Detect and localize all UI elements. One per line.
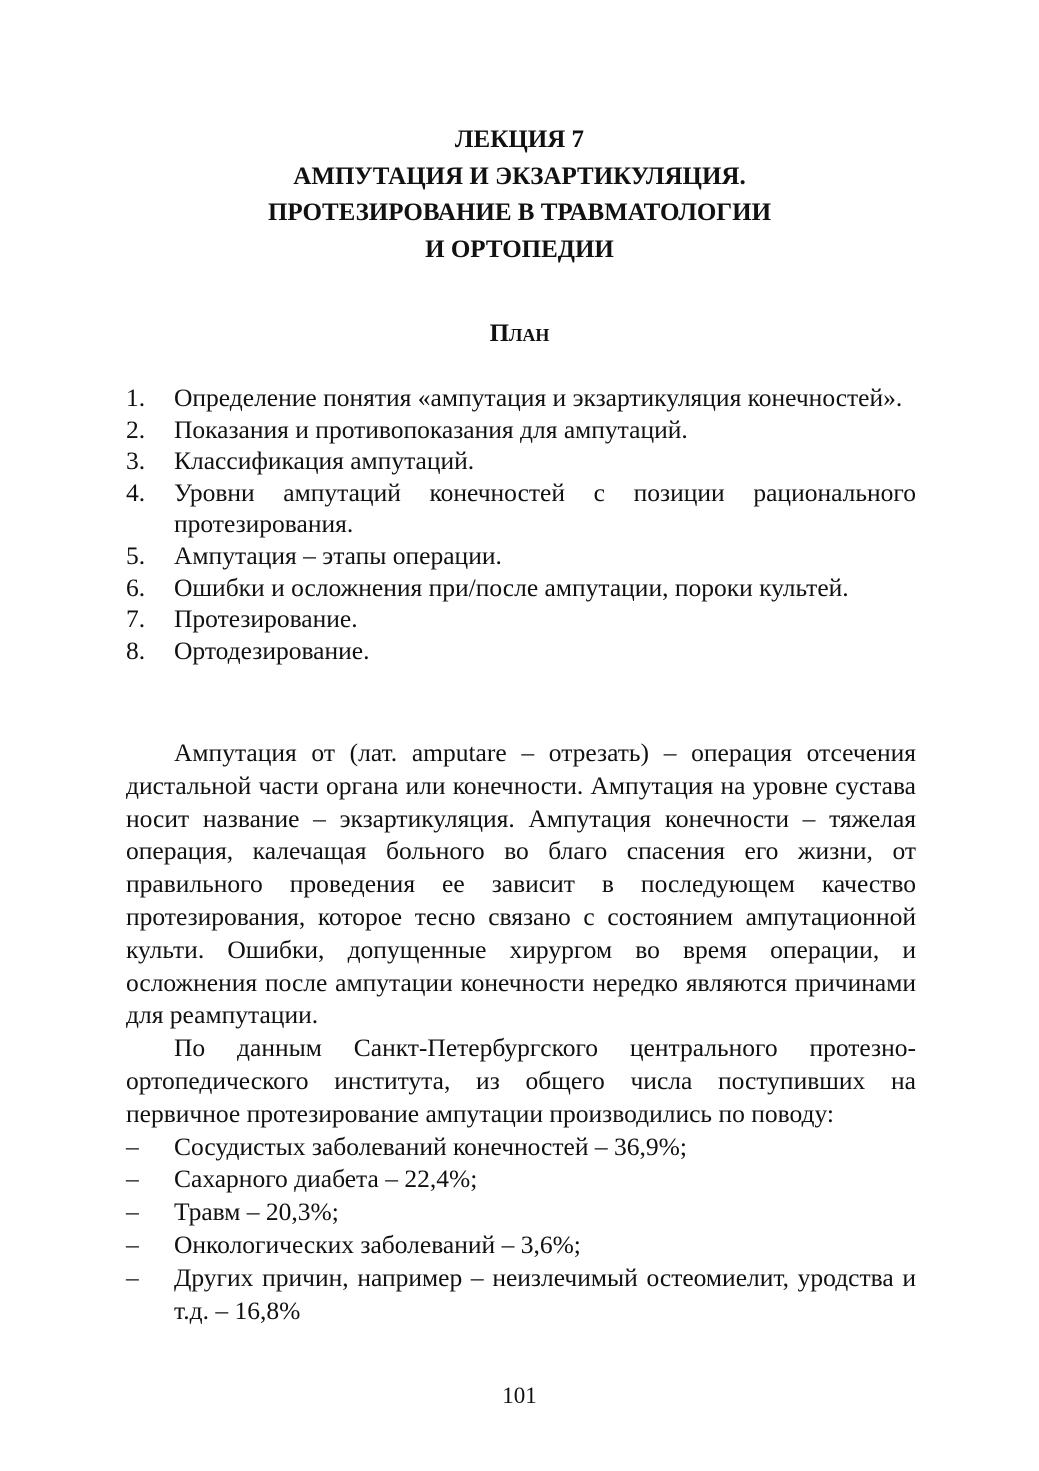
plan-item	[126, 382, 916, 414]
cause-item	[126, 1229, 916, 1262]
page-number: 101	[502, 1383, 537, 1408]
cause-text: Сахарного диабета – 22,4%;	[174, 1164, 478, 1194]
plan-item-number: 8.	[126, 635, 146, 665]
plan-item	[126, 572, 916, 604]
cause-text: Травм – 20,3%;	[174, 1197, 339, 1227]
dash-marker: –	[126, 1197, 139, 1227]
plan-item-number: 2.	[126, 414, 146, 444]
plan-item	[126, 445, 916, 477]
plan-item	[126, 635, 916, 667]
body-text	[126, 737, 916, 1327]
plan-item	[126, 603, 916, 635]
plan-item-number: 3.	[126, 446, 146, 476]
cause-text: Других причин, например – неизлечимый остеомиелит, уродства и т.д. – 16,8%	[174, 1262, 916, 1325]
dash-marker: –	[126, 1262, 139, 1292]
cause-item	[126, 1163, 916, 1196]
title-line: АМПУТАЦИЯ И ЭКЗАРТИКУЛЯЦИЯ.	[293, 162, 746, 190]
plan-item-text: Ошибки и осложнения при/после ампутации, пороки культей.	[174, 572, 849, 602]
dash-marker: –	[126, 1131, 139, 1161]
dash-marker: –	[126, 1229, 139, 1259]
plan-item-text: Ортодезирование.	[174, 635, 370, 665]
lecture-title	[0, 122, 1039, 268]
plan-item-number: 5.	[126, 540, 146, 570]
cause-item	[126, 1131, 916, 1164]
plan-item-text: Ампутация – этапы операции.	[174, 540, 502, 570]
plan-item-text: Уровни ампутаций конечностей с позиции рационального протезирования.	[174, 477, 916, 539]
plan-item-number: 6.	[126, 572, 146, 602]
plan-item-number: 7.	[126, 604, 146, 634]
cause-item	[126, 1262, 916, 1328]
plan-item-number: 1.	[126, 383, 146, 412]
causes-list	[126, 1131, 916, 1328]
plan-item-text: Показания и противопоказания для ампутаций.	[174, 414, 688, 444]
cause-item	[126, 1196, 916, 1229]
plan-list	[126, 382, 916, 666]
plan-heading: План	[489, 320, 550, 347]
plan-item-text: Классификация ампутаций.	[174, 446, 475, 476]
cause-text: Сосудистых заболеваний конечностей – 36,9%;	[174, 1131, 687, 1161]
title-line: ПРОТЕЗИРОВАНИЕ В ТРАВМАТОЛОГИИ	[267, 199, 772, 226]
body-paragraph: По данным Санкт-Петербургского центрального протезно-ортопедического института, из общего числа поступивших на первичное протезирование ампутации производились по поводу:	[126, 1033, 916, 1128]
plan-item-text: Протезирование.	[174, 604, 358, 634]
plan-item	[126, 477, 916, 540]
dash-marker: –	[126, 1164, 139, 1194]
plan-item-text: Определение понятия «ампутация и экзартикуляция конечностей».	[174, 383, 903, 412]
body-paragraph: Ампутация от (лат. amputare – отрезать) – операция отсечения дистальной части органа или конечности. Ампутация на уровне сустава носит название – экзартикуляция. Ампутация конечности – тяжелая операция, калечащая больного во благо спасения его жизни, от правильного проведения ее зависит в последующем качество протезирования, которое тесно связано с состоянием ампутационной культи. Ошибки, допущенные хирургом во время операции, и осложнения после ампутации конечности нередко являются причинами для реампутации.	[126, 738, 916, 1030]
plan-item	[126, 540, 916, 572]
plan-item	[126, 414, 916, 446]
cause-text: Онкологических заболеваний – 3,6%;	[174, 1229, 581, 1259]
title-line: ЛЕКЦИЯ 7	[454, 126, 585, 153]
title-line: И ОРТОПЕДИИ	[425, 235, 614, 263]
plan-item-number: 4.	[126, 477, 146, 507]
